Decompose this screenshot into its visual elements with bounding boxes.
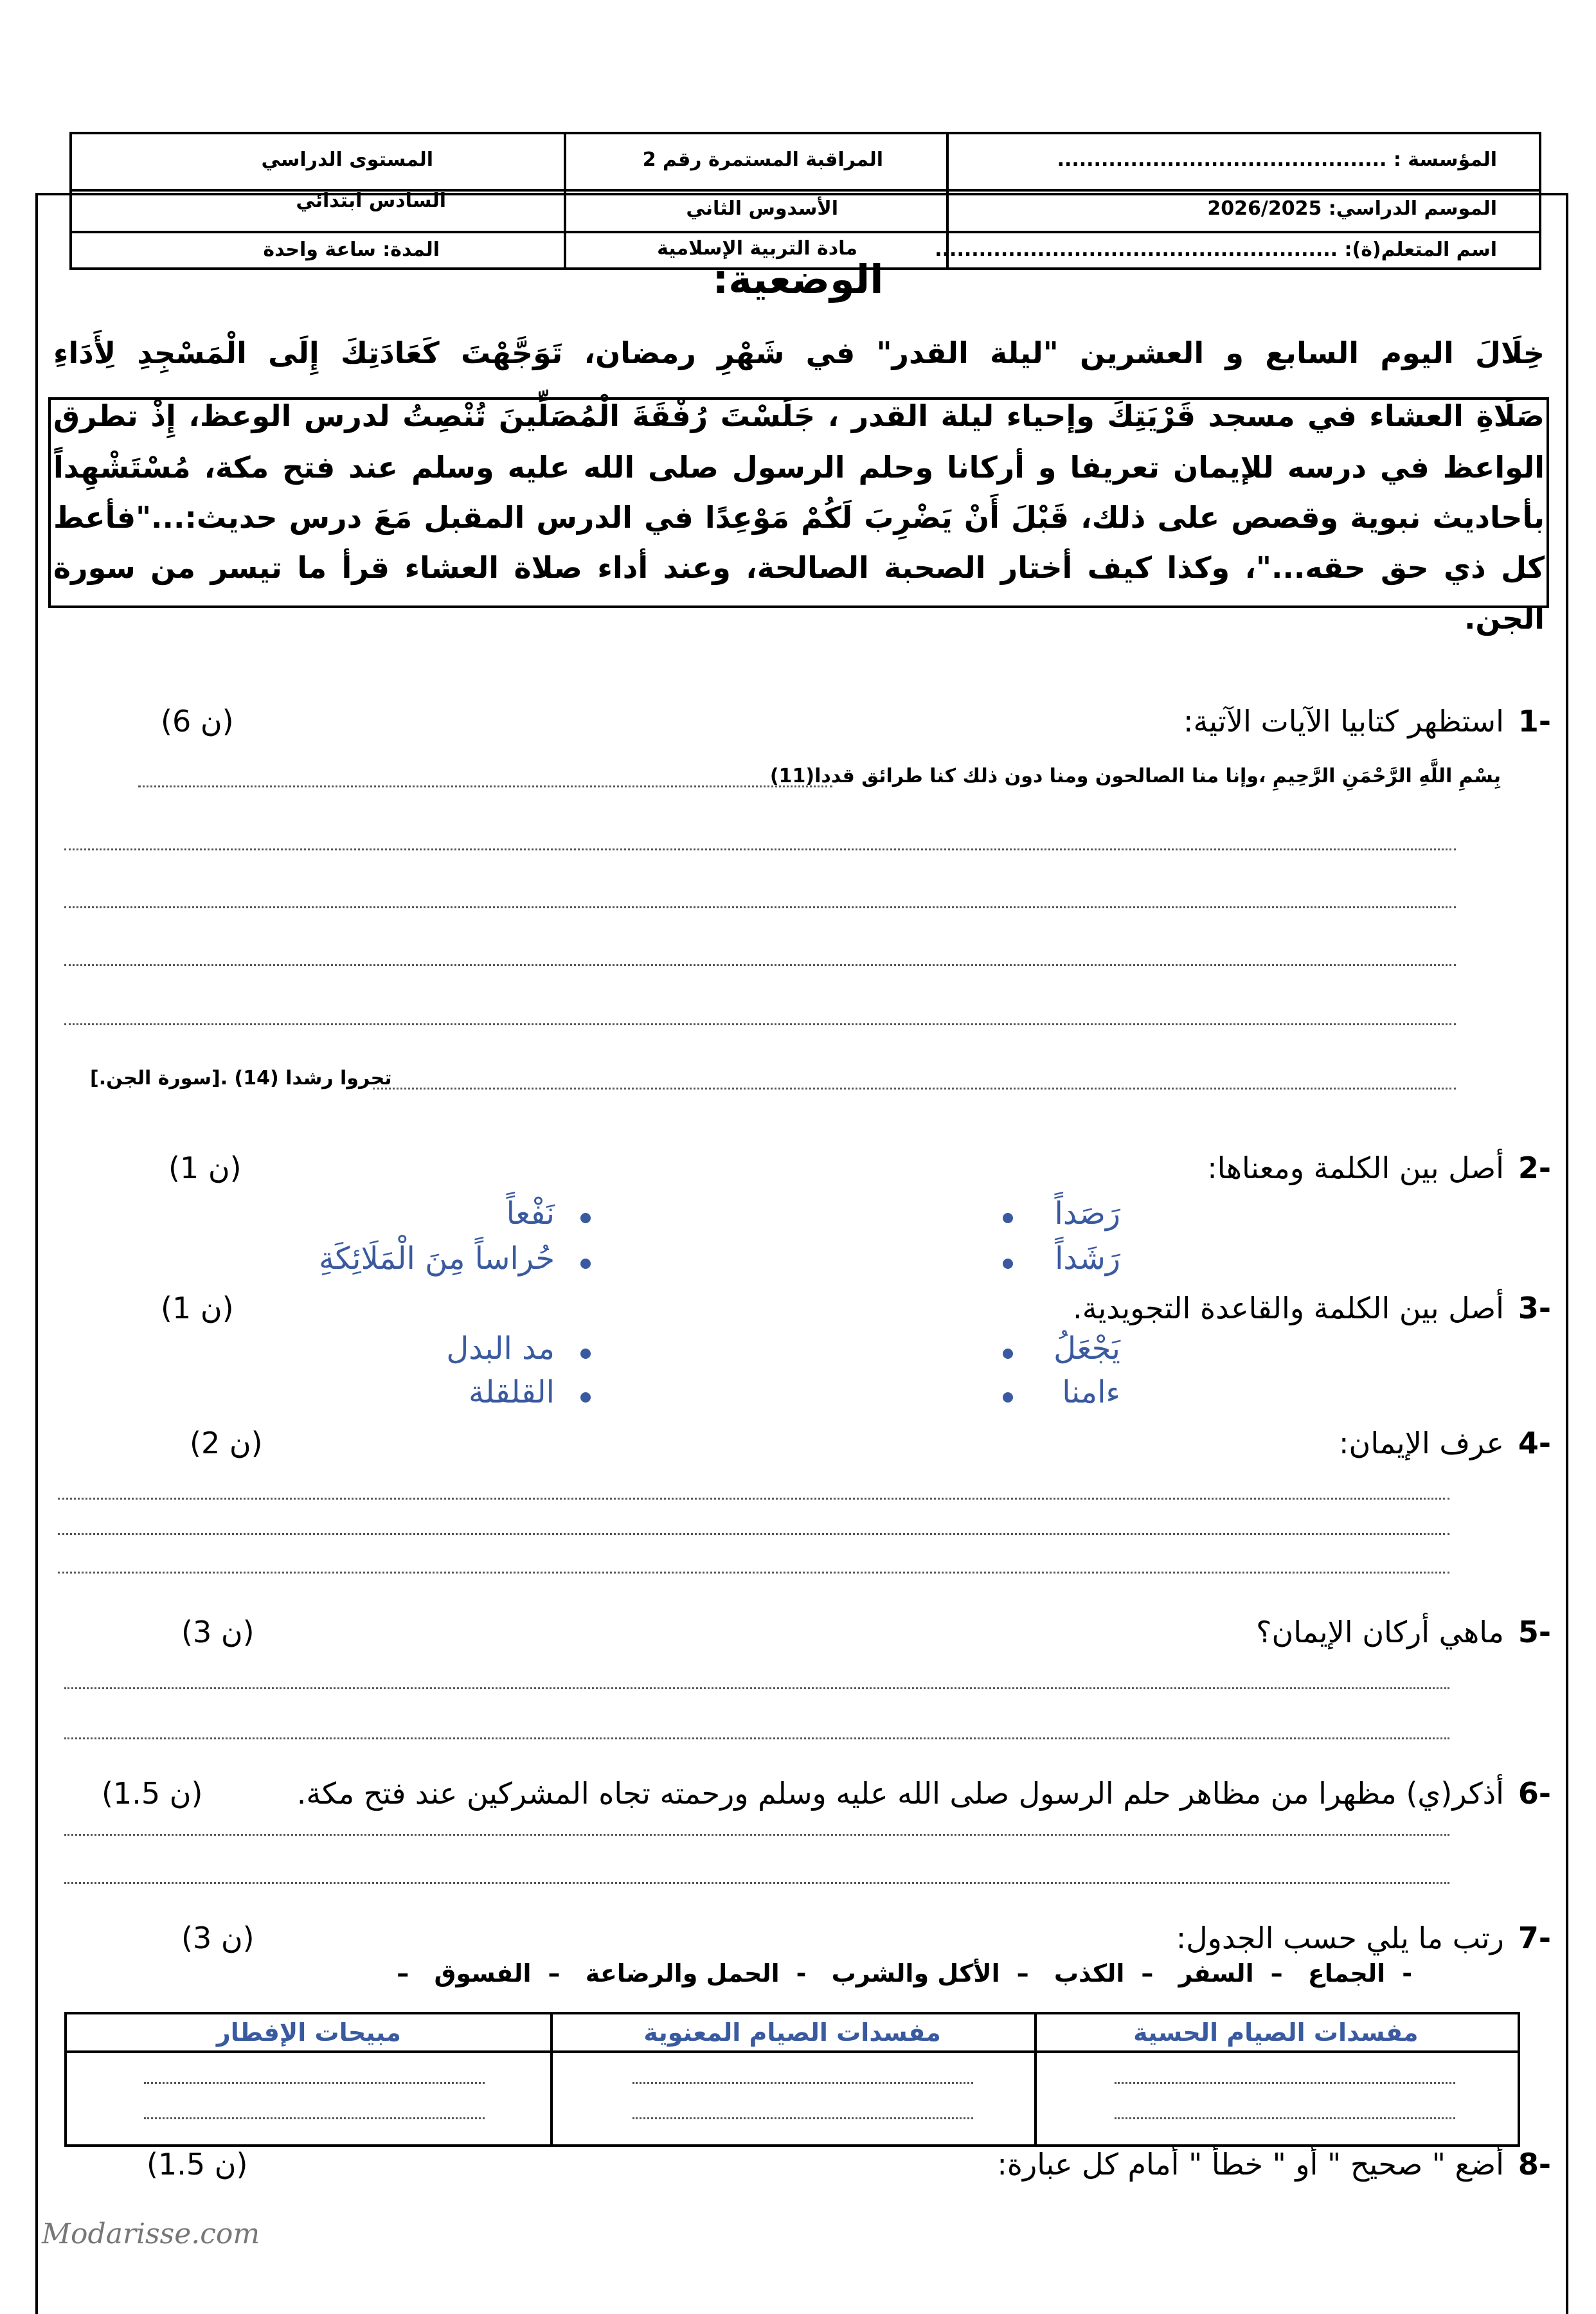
question-number: -7 <box>1518 1921 1551 1955</box>
match-dot[interactable] <box>1003 1259 1013 1269</box>
answer-line <box>58 1498 1449 1500</box>
question-2 <box>1207 1151 1551 1185</box>
sorting-table <box>64 2012 1520 2147</box>
verse-start: بِسْمِ اللَّهِ الرَّحْمَنِ الرَّحِيمِ ،وإنا منا الصالحون ومنا دون ذلك كنا طرائق قددا(11) <box>769 765 1501 787</box>
duration: المدة: ساعة واحدة <box>263 238 440 261</box>
question-points: (1 ن) <box>168 1151 242 1185</box>
sort-item: الأكل والشرب <box>831 1959 1000 1987</box>
question-points: (6 ن) <box>161 704 234 739</box>
level-value: السادس ابتدائي <box>296 190 446 212</box>
question-points: (3 ن) <box>181 1921 255 1955</box>
question-8 <box>997 2147 1551 2182</box>
student-name-field: اسم المتعلم(ة): ....................................................... <box>935 238 1497 261</box>
verse-end: تحروا رشدا (14) .[سورة الجن.] <box>90 1067 392 1090</box>
question-3 <box>1073 1291 1551 1325</box>
match-dot[interactable] <box>580 1213 591 1223</box>
answer-line <box>64 1834 1449 1836</box>
answer-line <box>64 1687 1449 1689</box>
question-points: (2 ن) <box>190 1426 263 1460</box>
question-4 <box>1339 1426 1551 1460</box>
table-column-header: مبيحات الإفطار <box>216 2018 401 2047</box>
situation-line: صَلَاةِ العشاء في مسجد قَرْيَتِكَ وإحياء ليلة القدر ، جَلَسْتَ رُفْقَةَ الْمُصَلِّينَ تُنْصِتُ لدرس الوعظ، إِذْ تطرق <box>53 399 1545 433</box>
situation-line: خِلَالَ اليوم السابع و العشرين "ليلة القدر" في شَهْرِ رمضان، تَوَجَّهْتَ كَعَادَتِكَ إِلَى الْمَسْجِدِ لِأَدَاءِ <box>53 336 1545 370</box>
question-text: أذكر(ي) مظهرا من مظاهر حلم الرسول صلى الله عليه وسلم ورحمته تجاه المشركين عند فتح مكة. <box>296 1776 1504 1811</box>
level-label: المستوى الدراسي <box>261 148 433 171</box>
question-points: (1 ن) <box>161 1291 234 1325</box>
question-text: عرف الإيمان: <box>1339 1426 1504 1460</box>
table-column-header: مفسدات الصيام الحسية <box>1133 2018 1419 2047</box>
question-number: -2 <box>1518 1151 1551 1185</box>
match-word: رَشَداً <box>1055 1241 1120 1277</box>
question-5 <box>1256 1615 1551 1649</box>
question-number: -6 <box>1518 1776 1551 1811</box>
match-meaning: نَفْعاً <box>506 1196 555 1232</box>
question-points: (3 ن) <box>181 1615 255 1649</box>
question-text: ماهي أركان الإيمان؟ <box>1256 1615 1504 1649</box>
answer-line[interactable] <box>632 2082 973 2084</box>
answer-line[interactable] <box>1115 2117 1455 2119</box>
answer-line <box>138 785 832 787</box>
question-7 <box>1176 1921 1551 1955</box>
sort-item: السفر <box>1178 1959 1254 1987</box>
answer-line[interactable] <box>632 2117 973 2119</box>
sort-item: الحمل والرضاعة <box>585 1959 780 1987</box>
question-points: (1.5 ن) <box>147 2147 248 2182</box>
answer-line[interactable] <box>1115 2082 1455 2084</box>
question-number: -5 <box>1518 1615 1551 1649</box>
match-word: يَجْعَلُ <box>1054 1331 1120 1367</box>
question-number: -3 <box>1518 1291 1551 1325</box>
question-text: أضع " صحيح " أو " خطأ " أمام كل عبارة: <box>997 2147 1504 2182</box>
match-dot[interactable] <box>1003 1213 1013 1223</box>
school-year: الموسم الدراسي: 2026/2025 <box>1207 197 1497 220</box>
table-column-header: مفسدات الصيام المعنوية <box>643 2018 941 2047</box>
situation-title: الوضعية: <box>712 256 884 303</box>
answer-line <box>64 1023 1456 1025</box>
match-dot[interactable] <box>580 1259 591 1269</box>
sort-item: الجماع <box>1307 1959 1386 1987</box>
answer-line <box>64 906 1456 908</box>
match-word: ءامنا <box>1062 1374 1120 1410</box>
question-points: (1.5 ن) <box>102 1776 203 1811</box>
answer-line <box>58 1533 1449 1535</box>
subject: مادة التربية الإسلامية <box>657 237 857 260</box>
watermark: Modarisse.com <box>42 2218 260 2250</box>
question-number: -1 <box>1518 704 1551 739</box>
sort-item: الكذب <box>1054 1959 1125 1987</box>
answer-line <box>64 1882 1449 1884</box>
situation-line: كل ذي حق حقه..."، وكذا كيف أختار الصحبة الصالحة، وعند أداء صلاة العشاء قرأ ما تيسر من سورة <box>53 550 1545 585</box>
situation-line: بأحاديث نبوية وقصص على ذلك، قَبْلَ أَنْ يَضْرِبَ لَكُمْ مَوْعِدًا في الدرس المقبل مَعَ درس حديث:..."فأعط <box>53 500 1545 535</box>
institution-field: المؤسسة : ............................................. <box>1057 148 1497 171</box>
match-word: رَصَداً <box>1054 1196 1120 1232</box>
exam-title: المراقبة المستمرة رقم 2 <box>642 148 883 171</box>
match-dot[interactable] <box>1003 1392 1013 1403</box>
answer-line <box>58 1572 1449 1574</box>
match-dot[interactable] <box>580 1392 591 1403</box>
answer-line <box>64 964 1456 966</box>
question-text: استظهر كتابيا الآيات الآتية: <box>1183 704 1504 739</box>
match-meaning: حُراساً مِنَ الْمَلَائِكَةِ <box>318 1241 555 1277</box>
match-dot[interactable] <box>580 1349 591 1359</box>
question-1 <box>1183 704 1551 739</box>
match-dot[interactable] <box>1003 1349 1013 1359</box>
question-text: رتب ما يلي حسب الجدول: <box>1176 1921 1504 1955</box>
question-6 <box>297 1776 1551 1811</box>
answer-line <box>64 848 1456 850</box>
answer-line <box>373 1088 1456 1090</box>
items-to-sort: -الجماع –السفر –الكذب –الأكل والشرب -الحمل والرضاعة –الفسوق – <box>397 1959 1412 1987</box>
question-text: أصل بين الكلمة والقاعدة التجويدية. <box>1073 1291 1504 1325</box>
answer-line[interactable] <box>144 2117 485 2119</box>
answer-line[interactable] <box>144 2082 485 2084</box>
match-rule: مد البدل <box>446 1331 555 1367</box>
situation-line: الواعظ في درسه للإيمان تعريفا و أركانا وحلم الرسول صلى الله عليه وسلم عند فتح مكة، مُسْتَشْهِداً <box>53 450 1545 485</box>
answer-line <box>64 1737 1449 1739</box>
semester: الأسدوس الثاني <box>686 197 838 220</box>
question-text: أصل بين الكلمة ومعناها: <box>1207 1151 1504 1185</box>
match-rule: القلقلة <box>468 1374 555 1410</box>
question-number: -8 <box>1518 2147 1551 2182</box>
sort-item: الفسوق <box>434 1959 532 1987</box>
situation-line: الجن. <box>1464 601 1545 636</box>
question-number: -4 <box>1518 1426 1551 1460</box>
